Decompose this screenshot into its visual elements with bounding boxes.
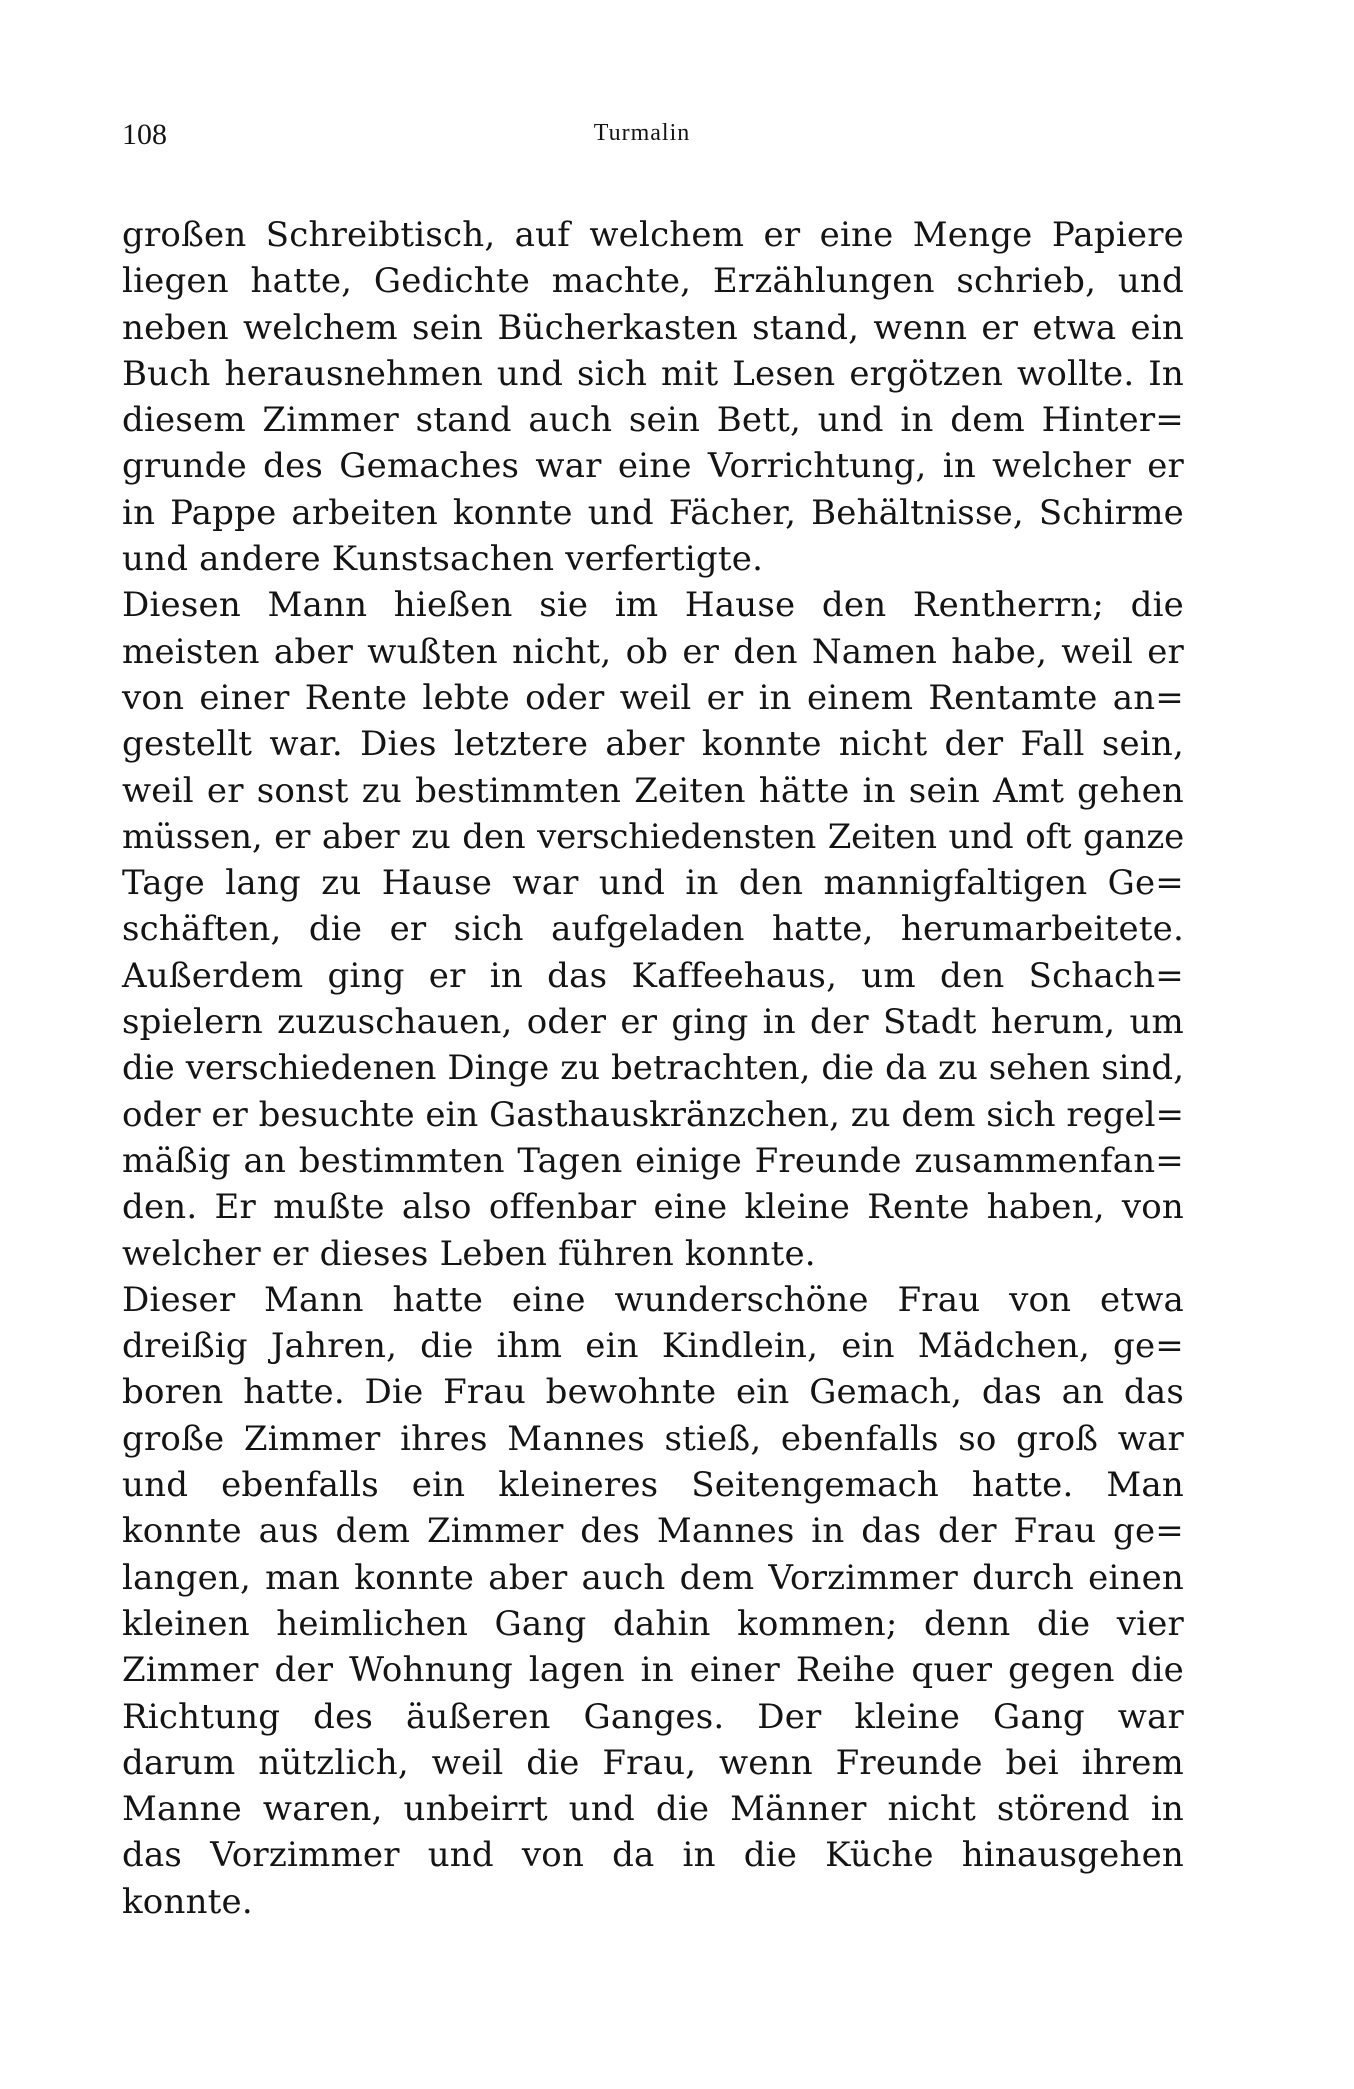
text-line: in Pappe arbeiten konnte und Fächer, Behältnisse, Schirme <box>122 492 1184 533</box>
text-line: spielern zuzuschauen, oder er ging in der Stadt herum, um <box>122 1002 1184 1043</box>
text-line: große Zimmer ihres Mannes stieß, ebenfalls so groß war <box>122 1418 1184 1459</box>
text-line: Dieser Mann hatte eine wunderschöne Frau von etwa <box>122 1279 1184 1320</box>
text-line: Buch herausnehmen und sich mit Lesen ergötzen wollte. In <box>122 353 1184 394</box>
text-line: großen Schreibtisch, auf welchem er eine Menge Papiere <box>122 215 1184 255</box>
text-line: konnte aus dem Zimmer des Mannes in das der Frau ge= <box>122 1511 1184 1552</box>
text-line: dreißig Jahren, die ihm ein Kindlein, ein Mädchen, ge= <box>122 1326 1184 1367</box>
text-line: von einer Rente lebte oder weil er in einem Rentamte an= <box>122 677 1184 718</box>
text-line: schäften, die er sich aufgeladen hatte, herumarbeitete. <box>122 909 1184 950</box>
text-line: diesem Zimmer stand auch sein Bett, und in dem Hinter= <box>122 400 1184 441</box>
page-number: 108 <box>122 118 167 151</box>
text-line: gestellt war. Dies letztere aber konnte nicht der Fall sein, <box>122 724 1184 765</box>
text-line: müssen, er aber zu den verschiedensten Zeiten und oft ganze <box>122 816 1184 857</box>
text-line: weil er sonst zu bestimmten Zeiten hätte in sein Amt gehen <box>122 770 1184 811</box>
text-line: den. Er mußte also offenbar eine kleine Rente haben, von <box>122 1187 1184 1228</box>
text-line: Zimmer der Wohnung lagen in einer Reihe quer gegen die <box>122 1650 1184 1691</box>
text-line: und andere Kunstsachen verfertigte. <box>122 539 764 580</box>
text-line: neben welchem sein Bücherkasten stand, wenn er etwa ein <box>122 307 1184 348</box>
page-header <box>122 118 1162 158</box>
text-line: Tage lang zu Hause war und in den mannigfaltigen Ge= <box>122 863 1184 904</box>
text-line: kleinen heimlichen Gang dahin kommen; denn die vier <box>122 1603 1184 1644</box>
running-head: Turmalin <box>593 120 691 146</box>
text-line: grunde des Gemaches war eine Vorrichtung, in welcher er <box>122 446 1184 487</box>
text-line: mäßig an bestimmten Tagen einige Freunde zusammenfan= <box>122 1140 1184 1181</box>
body-text <box>122 212 1184 1925</box>
text-line: boren hatte. Die Frau bewohnte ein Gemach, das an das <box>122 1372 1184 1413</box>
text-line: Richtung des äußeren Ganges. Der kleine Gang war <box>122 1696 1184 1737</box>
text-line: oder er besuchte ein Gasthauskränzchen, zu dem sich regel= <box>122 1094 1184 1135</box>
text-line: Außerdem ging er in das Kaffeehaus, um den Schach= <box>122 955 1184 996</box>
text-line: die verschiedenen Dinge zu betrachten, die da zu sehen sind, <box>122 1048 1184 1089</box>
text-line: darum nützlich, weil die Frau, wenn Freunde bei ihrem <box>122 1742 1184 1783</box>
text-line: liegen hatte, Gedichte machte, Erzählungen schrieb, und <box>122 261 1184 302</box>
text-line: Diesen Mann hießen sie im Hause den Rentherrn; die <box>122 585 1184 626</box>
text-line: langen, man konnte aber auch dem Vorzimmer durch einen <box>122 1557 1184 1598</box>
text-line: das Vorzimmer und von da in die Küche hinausgehen <box>122 1835 1184 1876</box>
text-line: und ebenfalls ein kleineres Seitengemach hatte. Man <box>122 1465 1184 1506</box>
text-line: konnte. <box>122 1881 253 1922</box>
text-line: Manne waren, unbeirrt und die Männer nicht störend in <box>122 1789 1184 1830</box>
text-line: meisten aber wußten nicht, ob er den Namen habe, weil er <box>122 631 1184 672</box>
text-line: welcher er dieses Leben führen konnte. <box>122 1233 816 1274</box>
